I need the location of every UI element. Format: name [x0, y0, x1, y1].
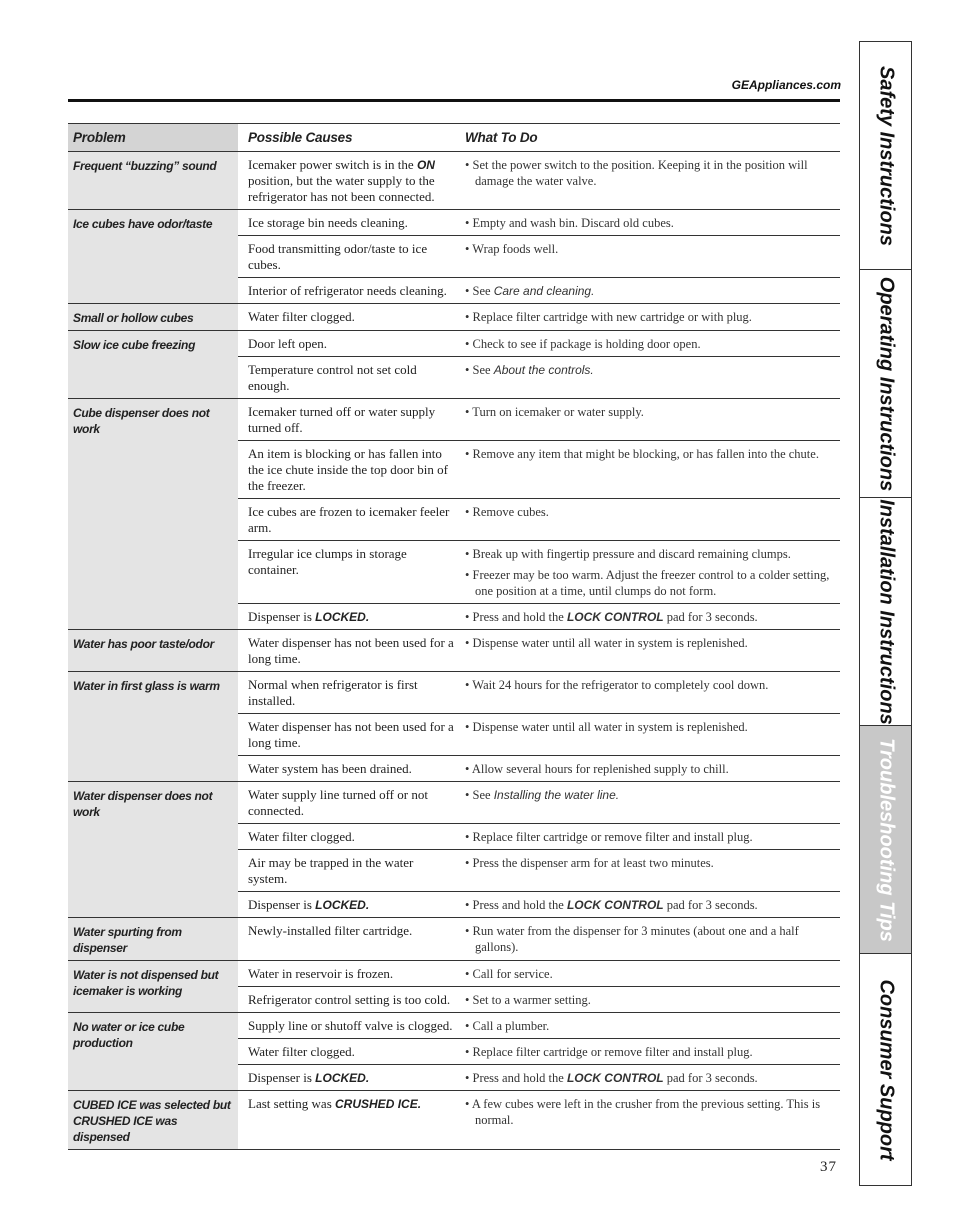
- table-row: [238, 440, 840, 498]
- text-segment: Press and hold the: [472, 898, 567, 912]
- what-to-do: [455, 283, 840, 299]
- problem-group: [68, 672, 840, 782]
- possible-cause: [238, 1096, 455, 1128]
- cause-rows: [238, 1091, 840, 1149]
- problem-group: [68, 331, 840, 399]
- todo-bullet: [465, 787, 834, 803]
- cause-rows: [238, 152, 840, 209]
- problem-label: Ice cubes have odor/taste: [68, 210, 238, 303]
- text-segment: Replace filter cartridge or remove filter and install plug.: [472, 1045, 753, 1059]
- table-row: [238, 961, 840, 986]
- problem-group: [68, 961, 840, 1013]
- text-segment: Press and hold the: [472, 610, 567, 624]
- problem-label: Small or hollow cubes: [68, 304, 238, 330]
- emphasis-keyword: ON: [416, 158, 435, 172]
- text-segment: Last setting was: [248, 1096, 336, 1111]
- problem-label: Water spurting from dispenser: [68, 918, 238, 960]
- emphasis-keyword: LOCK CONTROL: [566, 1071, 664, 1085]
- possible-cause: [238, 404, 455, 436]
- possible-cause: [238, 923, 455, 955]
- text-segment: Water filter clogged.: [248, 829, 355, 844]
- reference-text: About the controls.: [493, 363, 594, 377]
- table-row: [238, 849, 840, 891]
- tab-safety-instructions[interactable]: [860, 42, 911, 270]
- text-segment: Set the power switch to the position. Keeping it in the position will damage the water valve.: [472, 158, 808, 188]
- table-header: [68, 123, 840, 152]
- todo-bullet: [465, 719, 834, 735]
- text-segment: See: [472, 363, 494, 377]
- possible-cause: [238, 1070, 455, 1086]
- text-segment: Call for service.: [472, 967, 553, 981]
- problem-label: Slow ice cube freezing: [68, 331, 238, 398]
- text-segment: Irregular ice clumps in storage container.: [248, 546, 407, 577]
- emphasis-keyword: CRUSHED ICE.: [335, 1097, 422, 1111]
- table-row: [238, 235, 840, 277]
- problem-label: Frequent “buzzing” sound: [68, 152, 238, 209]
- todo-bullet: [465, 1070, 834, 1086]
- header-causes: Possible Causes: [248, 130, 353, 145]
- tab-consumer-support[interactable]: [860, 954, 911, 1185]
- what-to-do: [455, 362, 840, 394]
- possible-cause: [238, 283, 455, 299]
- text-segment: Temperature control not set cold enough.: [248, 362, 417, 393]
- todo-bullet: [465, 992, 834, 1008]
- text-segment: Water filter clogged.: [248, 309, 355, 324]
- text-segment: Newly-installed filter cartridge.: [248, 923, 413, 938]
- text-segment: Freezer may be too warm. Adjust the freezer control to a colder setting, one position at a time, until clumps do not form.: [472, 568, 830, 598]
- possible-cause: [238, 309, 455, 325]
- possible-cause: [238, 157, 455, 205]
- todo-bullet: [465, 157, 834, 189]
- text-segment: Interior of refrigerator needs cleaning.: [248, 283, 447, 298]
- text-segment: Water dispenser has not been used for a long time.: [248, 635, 454, 666]
- possible-cause: [238, 362, 455, 394]
- tab-label: Safety Instructions: [875, 65, 897, 246]
- possible-cause: [238, 546, 455, 599]
- problem-label: Cube dispenser does not work: [68, 399, 238, 629]
- possible-cause: [238, 1018, 455, 1034]
- table-row: [238, 356, 840, 398]
- table-row: [238, 210, 840, 235]
- text-segment: Turn on icemaker or water supply.: [472, 405, 644, 419]
- problem-group: [68, 399, 840, 630]
- todo-bullet: [465, 283, 834, 299]
- text-segment: Dispense water until all water in system is replenished.: [472, 636, 748, 650]
- cause-rows: [238, 399, 840, 629]
- table-row: [238, 1038, 840, 1064]
- possible-cause: [238, 504, 455, 536]
- table-row: [238, 986, 840, 1012]
- possible-cause: [238, 855, 455, 887]
- text-segment: Dispenser is: [248, 1070, 316, 1085]
- todo-bullet: [465, 1096, 834, 1128]
- problem-group: [68, 918, 840, 961]
- what-to-do: [455, 504, 840, 536]
- text-segment: Water dispenser has not been used for a long time.: [248, 719, 454, 750]
- todo-bullet: [465, 309, 834, 325]
- text-segment: Wait 24 hours for the refrigerator to completely cool down.: [472, 678, 769, 692]
- problem-group: [68, 1091, 840, 1150]
- tab-installation-instructions[interactable]: [860, 498, 911, 726]
- possible-cause: [238, 241, 455, 273]
- what-to-do: [455, 241, 840, 273]
- emphasis-keyword: LOCKED.: [315, 898, 370, 912]
- table-row: [238, 540, 840, 603]
- tab-label: Troubleshooting Tips: [875, 737, 897, 942]
- site-url: GEAppliances.com: [731, 78, 841, 92]
- table-row: [238, 498, 840, 540]
- possible-cause: [238, 761, 455, 777]
- what-to-do: [455, 923, 840, 955]
- text-segment: pad for 3 seconds.: [663, 610, 758, 624]
- tab-label: Installation Instructions: [875, 498, 897, 725]
- possible-cause: [238, 609, 455, 625]
- cause-rows: [238, 304, 840, 330]
- text-segment: Refrigerator control setting is too cold.: [248, 992, 451, 1007]
- problem-label: Water is not dispensed but icemaker is working: [68, 961, 238, 1012]
- cause-rows: [238, 672, 840, 781]
- table-row: [238, 713, 840, 755]
- text-segment: Water in reservoir is frozen.: [248, 966, 394, 981]
- problem-group: [68, 304, 840, 331]
- tab-label: Consumer Support: [875, 978, 897, 1161]
- text-segment: Call a plumber.: [472, 1019, 550, 1033]
- possible-cause: [238, 635, 455, 667]
- text-segment: Icemaker power switch is in the: [248, 157, 417, 172]
- problem-group: [68, 630, 840, 672]
- what-to-do: [455, 609, 840, 625]
- table-row: [238, 891, 840, 917]
- cause-rows: [238, 961, 840, 1012]
- text-segment: Press the dispenser arm for at least two minutes.: [472, 856, 714, 870]
- what-to-do: [455, 677, 840, 709]
- table-row: [238, 918, 840, 959]
- text-segment: An item is blocking or has fallen into the ice chute inside the top door bin of the freezer.: [248, 446, 449, 493]
- text-segment: Set to a warmer setting.: [472, 993, 591, 1007]
- text-segment: Replace filter cartridge or remove filter and install plug.: [472, 830, 753, 844]
- what-to-do: [455, 546, 840, 599]
- table-row: [238, 603, 840, 629]
- what-to-do: [455, 761, 840, 777]
- todo-bullet: [465, 635, 834, 651]
- text-segment: Remove any item that might be blocking, or has fallen into the chute.: [472, 447, 819, 461]
- text-segment: pad for 3 seconds.: [663, 1071, 758, 1085]
- what-to-do: [455, 215, 840, 231]
- header-todo: What To Do: [465, 130, 538, 145]
- emphasis-keyword: LOCKED.: [315, 1071, 370, 1085]
- what-to-do: [455, 897, 840, 913]
- text-segment: Remove cubes.: [472, 505, 549, 519]
- cause-rows: [238, 331, 840, 398]
- what-to-do: [455, 787, 840, 819]
- table-row: [238, 304, 840, 329]
- troubleshooting-table: [68, 123, 840, 1150]
- cause-rows: [238, 1013, 840, 1090]
- todo-bullet: [465, 567, 834, 599]
- reference-text: Installing the water line.: [493, 788, 620, 802]
- text-segment: Run water from the dispenser for 3 minutes (about one and a half gallons).: [472, 924, 799, 954]
- possible-cause: [238, 215, 455, 231]
- possible-cause: [238, 336, 455, 352]
- header-rule: [68, 99, 840, 102]
- text-segment: pad for 3 seconds.: [663, 898, 758, 912]
- todo-bullet: [465, 855, 834, 871]
- todo-bullet: [465, 404, 834, 420]
- text-segment: Icemaker turned off or water supply turned off.: [248, 404, 436, 435]
- emphasis-keyword: LOCKED.: [315, 610, 370, 624]
- problem-label: CUBED ICE was selected but CRUSHED ICE was dispensed: [68, 1091, 238, 1149]
- text-segment: Allow several hours for replenished supply to chill.: [471, 762, 729, 776]
- what-to-do: [455, 446, 840, 494]
- what-to-do: [455, 309, 840, 325]
- what-to-do: [455, 635, 840, 667]
- todo-bullet: [465, 897, 834, 913]
- todo-bullet: [465, 241, 834, 257]
- text-segment: Water filter clogged.: [248, 1044, 355, 1059]
- todo-bullet: [465, 609, 834, 625]
- text-segment: Check to see if package is holding door open.: [472, 337, 701, 351]
- possible-cause: [238, 1044, 455, 1060]
- what-to-do: [455, 966, 840, 982]
- todo-bullet: [465, 923, 834, 955]
- problem-label: Water has poor taste/odor: [68, 630, 238, 671]
- todo-bullet: [465, 215, 834, 231]
- text-segment: Break up with fingertip pressure and discard remaining clumps.: [472, 547, 791, 561]
- possible-cause: [238, 446, 455, 494]
- text-segment: Air may be trapped in the water system.: [248, 855, 414, 886]
- problem-group: [68, 152, 840, 210]
- todo-bullet: [465, 546, 834, 562]
- text-segment: Door left open.: [248, 336, 328, 351]
- cause-rows: [238, 210, 840, 303]
- table-row: [238, 1091, 840, 1132]
- table-row: [238, 277, 840, 303]
- todo-bullet: [465, 336, 834, 352]
- table-row: [238, 782, 840, 823]
- possible-cause: [238, 966, 455, 982]
- todo-bullet: [465, 362, 834, 378]
- header-problem: Problem: [68, 124, 238, 151]
- table-body: [68, 152, 840, 1150]
- what-to-do: [455, 1070, 840, 1086]
- text-segment: A few cubes were left in the crusher from the previous setting. This is normal.: [471, 1097, 821, 1127]
- table-row: [238, 672, 840, 713]
- text-segment: Water system has been drained.: [248, 761, 412, 776]
- problem-label: Water dispenser does not work: [68, 782, 238, 917]
- possible-cause: [238, 677, 455, 709]
- problem-group: [68, 1013, 840, 1091]
- table-row: [238, 630, 840, 671]
- table-row: [238, 399, 840, 440]
- table-row: [238, 331, 840, 356]
- tab-operating-instructions[interactable]: [860, 270, 911, 498]
- text-segment: Dispenser is: [248, 897, 316, 912]
- todo-bullet: [465, 504, 834, 520]
- possible-cause: [238, 787, 455, 819]
- text-segment: Empty and wash bin. Discard old cubes.: [472, 216, 674, 230]
- text-segment: Water supply line turned off or not connected.: [248, 787, 428, 818]
- table-row: [238, 1013, 840, 1038]
- what-to-do: [455, 157, 840, 205]
- text-segment: Ice storage bin needs cleaning.: [248, 215, 408, 230]
- table-row: [238, 1064, 840, 1090]
- todo-bullet: [465, 1044, 834, 1060]
- text-segment: Dispenser is: [248, 609, 316, 624]
- table-row: [238, 755, 840, 781]
- text-segment: See: [472, 284, 494, 298]
- possible-cause: [238, 992, 455, 1008]
- todo-bullet: [465, 446, 834, 462]
- todo-bullet: [465, 829, 834, 845]
- problem-group: [68, 210, 840, 304]
- what-to-do: [455, 1018, 840, 1034]
- problem-label: No water or ice cube production: [68, 1013, 238, 1090]
- what-to-do: [455, 1044, 840, 1060]
- todo-bullet: [465, 677, 834, 693]
- cause-rows: [238, 918, 840, 960]
- problem-label: Water in first glass is warm: [68, 672, 238, 781]
- possible-cause: [238, 897, 455, 913]
- text-segment: Dispense water until all water in system is replenished.: [472, 720, 748, 734]
- text-segment: Replace filter cartridge with new cartridge or with plug.: [472, 310, 752, 324]
- section-tabs: [859, 41, 912, 1186]
- text-segment: Press and hold the: [472, 1071, 567, 1085]
- todo-bullet: [465, 1018, 834, 1034]
- text-segment: Ice cubes are frozen to icemaker feeler arm.: [248, 504, 450, 535]
- what-to-do: [455, 992, 840, 1008]
- possible-cause: [238, 829, 455, 845]
- what-to-do: [455, 1096, 840, 1128]
- text-segment: Supply line or shutoff valve is clogged.: [248, 1018, 453, 1033]
- what-to-do: [455, 855, 840, 887]
- emphasis-keyword: LOCK CONTROL: [566, 610, 664, 624]
- table-row: [238, 823, 840, 849]
- text-segment: See: [472, 788, 494, 802]
- page-number: 37: [820, 1159, 837, 1175]
- cause-rows: [238, 630, 840, 671]
- possible-cause: [238, 719, 455, 751]
- tab-troubleshooting-tips[interactable]: [860, 726, 911, 954]
- table-row: [238, 152, 840, 209]
- text-segment: Normal when refrigerator is first installed.: [248, 677, 418, 708]
- what-to-do: [455, 404, 840, 436]
- what-to-do: [455, 336, 840, 352]
- text-segment: position, but the water supply to the refrigerator has not been connected.: [248, 173, 435, 204]
- problem-group: [68, 782, 840, 918]
- todo-bullet: [465, 966, 834, 982]
- tab-label: Operating Instructions: [875, 276, 897, 491]
- text-segment: Wrap foods well.: [472, 242, 559, 256]
- text-segment: Food transmitting odor/taste to ice cubes.: [248, 241, 428, 272]
- what-to-do: [455, 829, 840, 845]
- todo-bullet: [465, 761, 834, 777]
- what-to-do: [455, 719, 840, 751]
- reference-text: Care and cleaning.: [493, 284, 595, 298]
- cause-rows: [238, 782, 840, 917]
- emphasis-keyword: LOCK CONTROL: [566, 898, 664, 912]
